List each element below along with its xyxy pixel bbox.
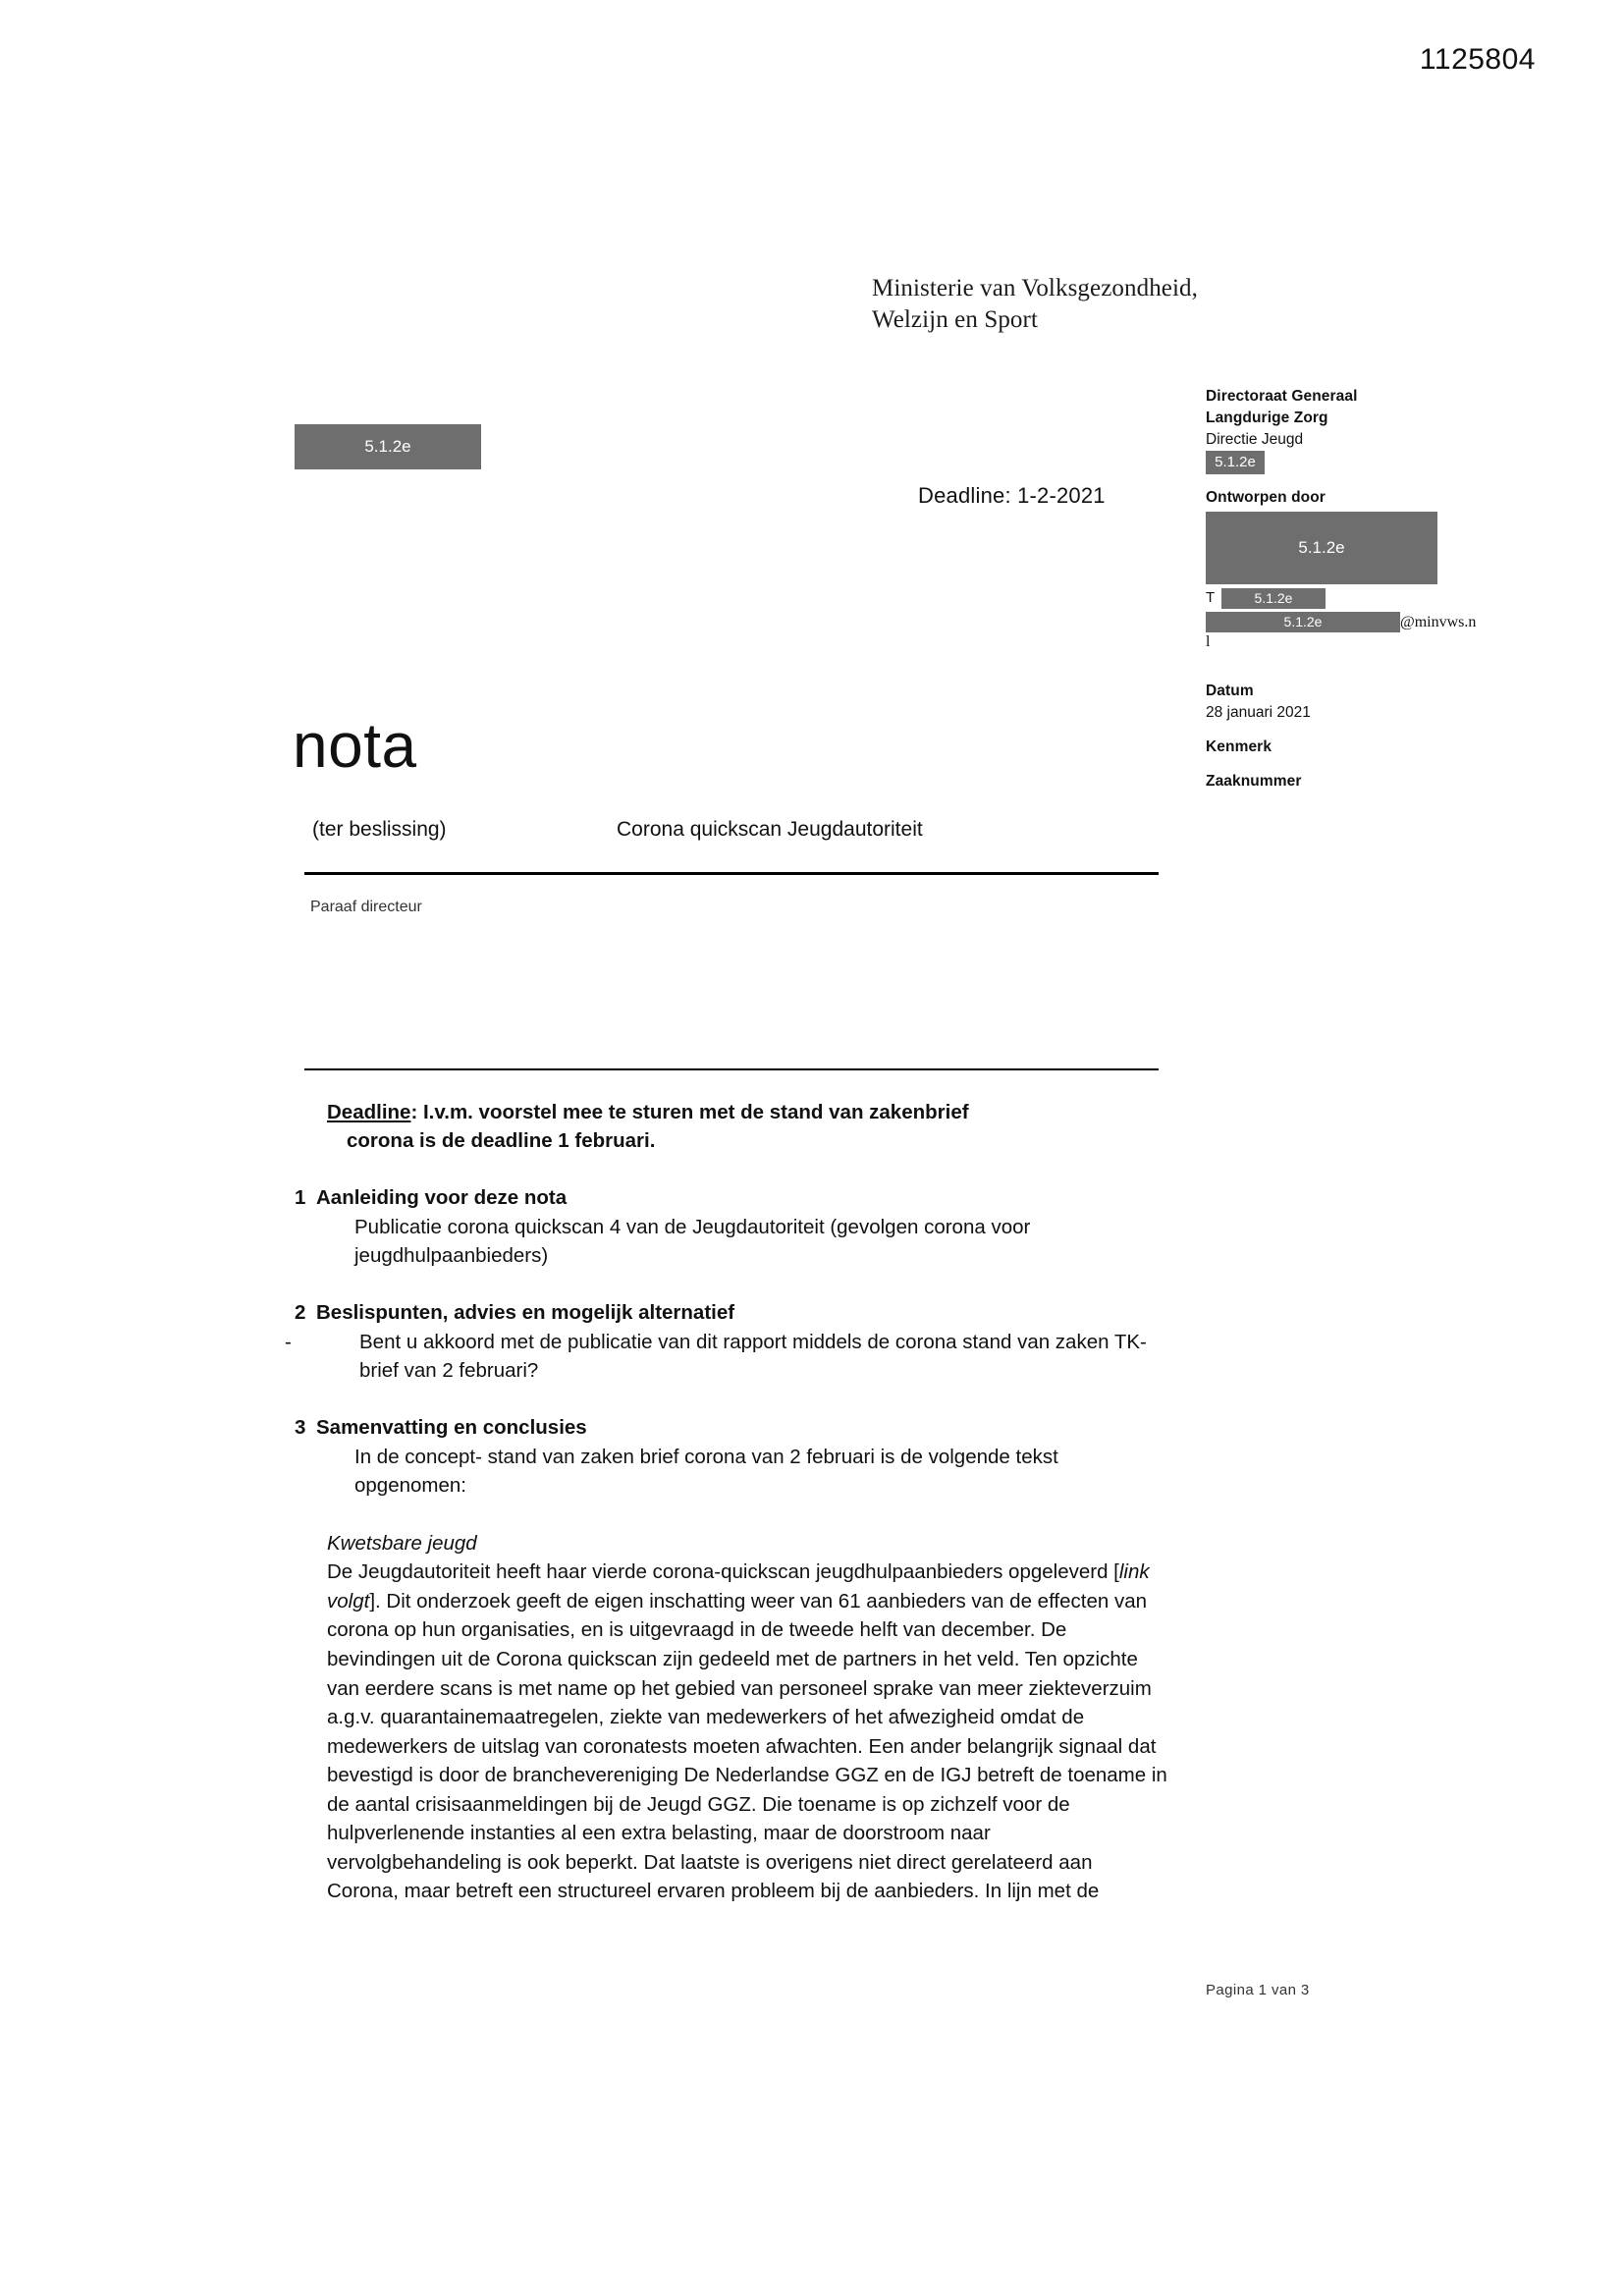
nota-subtitle: (ter beslissing) <box>312 818 447 841</box>
ministry-line-1: Ministerie van Volksgezondheid, <box>872 275 1198 301</box>
redaction-box-left: 5.1.2e <box>295 424 481 469</box>
directorate-line-1: Directoraat Generaal <box>1206 388 1358 405</box>
divider-top <box>304 872 1159 875</box>
directie-label: Directie Jeugd <box>1206 431 1304 448</box>
email-domain: @minvws.n <box>1400 613 1477 630</box>
redaction-box-phone: 5.1.2e <box>1221 588 1326 609</box>
section-3-heading <box>295 1414 1168 1443</box>
email-domain-wrap: l <box>1206 633 1211 651</box>
bullet-dash: - <box>285 1330 292 1353</box>
section-2-title: Beslispunten, advies en mogelijk alternatief <box>316 1301 735 1325</box>
nota-subject: Corona quickscan Jeugdautoriteit <box>617 818 923 841</box>
redaction-box-directie: 5.1.2e <box>1206 451 1265 474</box>
page-footer: Pagina 1 van 3 <box>1206 1982 1310 1998</box>
section-3-body <box>295 1443 1168 1500</box>
prose-part-1: De Jeugdautoriteit heeft haar vierde corona-quickscan jeugdhulpaanbieders opgeleverd [ <box>327 1560 1119 1584</box>
section-1-number: 1 <box>295 1186 306 1210</box>
email-row <box>1206 612 1481 634</box>
ministry-line-2: Welzijn en Sport <box>872 306 1038 333</box>
redaction-box-ontworpen-door: 5.1.2e <box>1206 512 1437 584</box>
document-body <box>285 1098 1168 1906</box>
prose-part-2: ]. Dit onderzoek geeft de eigen inschatting weer van 61 aanbieders van de effecten van corona op hun organisaties, en is uitgevraagd in de tweede helft van december. De bevindingen uit de Corona quickscan zijn gedeeld met de partners in het veld. Ten opzichte van eerdere scans is met name op het gebied van personeel sprake van meer ziekteverzuim a.g.v. quarantainemaatregelen, ziekte van medewerkers of het afwezigheid omdat de medewerkers de uitslag van coronatests moeten afwachten. Een ander belangrijk signaal dat bevestigd is door de branchevereniging De Nederlandse GGZ en de IGJ betreft de toename in de aantal crisisaanmeldingen bij de Jeugd GGZ. Die toename is op zichzelf voor de hulpverlenende instanties al een extra belasting, maar de doorstroom naar vervolgbehandeling is ook beperkt. Dat laatste is overigens niet direct gerelateerd aan Corona, maar betreft een structureel ervaren probleem bij de aanbieders. In lijn met de <box>327 1589 1167 1903</box>
section-1-body <box>295 1213 1168 1270</box>
ontworpen-door-label: Ontworpen door <box>1206 489 1326 506</box>
datum-value: 28 januari 2021 <box>1206 703 1311 721</box>
phone-row <box>1206 587 1481 609</box>
paraaf-directeur-label: Paraaf directeur <box>310 899 422 915</box>
page-title: nota <box>293 710 417 781</box>
zaaknummer-label: Zaaknummer <box>1206 772 1302 790</box>
section-2-bullet-text: Bent u akkoord met de publicatie van dit rapport middels de corona stand van zaken TK-brief van 2 februari? <box>359 1330 1147 1382</box>
redaction-box-email: 5.1.2e <box>1206 612 1400 632</box>
document-meta-column <box>1206 386 1481 793</box>
divider-bottom <box>304 1068 1159 1070</box>
section-2-number: 2 <box>295 1301 306 1325</box>
deadline-note <box>295 1098 1168 1155</box>
phone-label: T <box>1206 589 1216 606</box>
deadline-note-label: Deadline <box>327 1101 411 1123</box>
datum-label: Datum <box>1206 682 1254 699</box>
deadline-note-line2: corona is de deadline 1 februari. <box>347 1129 656 1153</box>
deadline-note-line1: : I.v.m. voorstel mee te sturen met de stand van zakenbrief <box>410 1101 969 1123</box>
section-1 <box>295 1184 1168 1270</box>
prose-paragraph <box>327 1558 1168 1905</box>
section-2-heading <box>295 1299 1168 1328</box>
section-2 <box>285 1299 1168 1385</box>
prose-heading: Kwetsbare jeugd <box>327 1531 477 1555</box>
prose-inline-italic: link volgt <box>327 1560 1150 1613</box>
ministry-wordmark <box>872 273 1198 336</box>
kenmerk-label: Kenmerk <box>1206 738 1272 755</box>
deadline-header: Deadline: 1-2-2021 <box>918 483 1106 508</box>
section-3-number: 3 <box>295 1416 306 1440</box>
directorate-line-2: Langdurige Zorg <box>1206 410 1328 426</box>
section-1-paragraph: Publicatie corona quickscan 4 van de Jeugdautoriteit (gevolgen corona voor jeugdhulpaanbieders) <box>354 1215 1031 1268</box>
section-1-title: Aanleiding voor deze nota <box>316 1186 568 1210</box>
scan-id: 1125804 <box>1419 43 1536 76</box>
section-3 <box>295 1414 1168 1500</box>
section-3-title: Samenvatting en conclusies <box>316 1416 587 1440</box>
section-3-paragraph: In de concept- stand van zaken brief corona van 2 februari is de volgende tekst opgenomen: <box>354 1445 1058 1497</box>
prose-block <box>295 1529 1168 1906</box>
section-2-bullet <box>285 1328 1168 1385</box>
section-1-heading <box>295 1184 1168 1213</box>
